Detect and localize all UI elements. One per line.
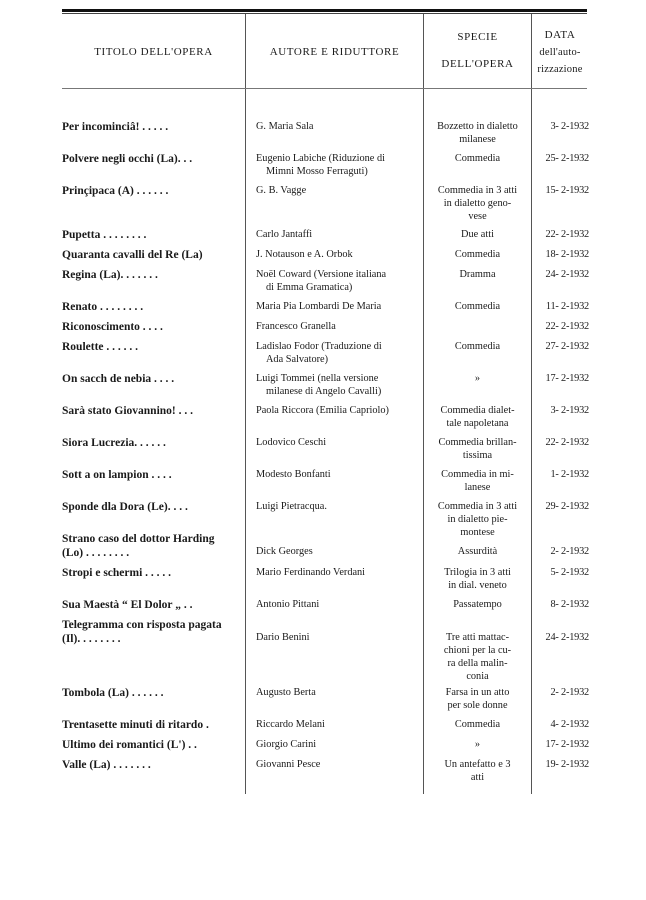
row-author: Lodovico Ceschi bbox=[256, 437, 327, 448]
column-divider-1 bbox=[245, 14, 246, 794]
row-title: Siora Lucrezia. . . . . . bbox=[62, 437, 166, 449]
row-title: Riconoscimento . . . . bbox=[62, 321, 163, 333]
header-genre-col-2: DELL'OPERA bbox=[441, 58, 514, 70]
top-rule bbox=[62, 9, 587, 12]
row-title: Regina (La). . . . . . . bbox=[62, 269, 158, 281]
row-date: 5- 2-1932 bbox=[550, 567, 589, 578]
row-date: 25- 2-1932 bbox=[545, 153, 589, 164]
row-author: Giovanni Pesce bbox=[256, 759, 321, 770]
header-date-col-1: DATA bbox=[544, 29, 576, 41]
row-author: Antonio Pittani bbox=[256, 599, 320, 610]
header-author-col: AUTORE E RIDUTTORE bbox=[269, 46, 400, 58]
row-title: Telegramma con risposta pagata (Il). . . . . . . . bbox=[62, 619, 222, 645]
column-divider-2 bbox=[423, 14, 424, 794]
row-author: Dick Georges bbox=[256, 546, 313, 557]
header-date-col-3: rizzazione bbox=[537, 64, 583, 75]
row-genre: Passatempo bbox=[453, 599, 502, 610]
row-date: 4- 2-1932 bbox=[550, 719, 589, 730]
row-author: Luigi Tommei (nella versione milanese di Angelo Cavalli) bbox=[256, 373, 382, 397]
row-date: 17- 2-1932 bbox=[545, 739, 589, 750]
row-author: Francesco Granella bbox=[256, 321, 336, 332]
row-date: 27- 2-1932 bbox=[545, 341, 589, 352]
row-genre: Un antefatto e 3 atti bbox=[444, 759, 511, 783]
row-date: 24- 2-1932 bbox=[545, 269, 589, 280]
row-title: Per incominciâ! . . . . . bbox=[62, 121, 169, 133]
row-title: Sponde dla Dora (Le). . . . bbox=[62, 501, 188, 513]
row-date: 19- 2-1932 bbox=[545, 759, 589, 770]
row-author: Mario Ferdinando Verdani bbox=[256, 567, 366, 578]
row-date: 17- 2-1932 bbox=[545, 373, 589, 384]
row-genre: Commedia bbox=[454, 153, 501, 164]
row-author: Eugenio Labiche (Riduzione di Mimni Mosso Ferraguti) bbox=[256, 153, 385, 177]
row-title: Ultimo dei romantici (L') . . bbox=[62, 739, 197, 751]
row-date: 2- 2-1932 bbox=[550, 546, 589, 557]
row-author: Luigi Pietracqua. bbox=[256, 501, 327, 512]
row-title: Quaranta cavalli del Re (La) bbox=[62, 249, 203, 261]
row-author: Dario Benini bbox=[256, 632, 310, 643]
row-genre: Commedia dialet- tale napoletana bbox=[440, 405, 515, 429]
row-author: Noël Coward (Versione italiana di Emma Gramatica) bbox=[256, 269, 387, 293]
row-genre: Commedia in 3 atti in dialetto pie- montese bbox=[437, 501, 518, 538]
row-author: Giorgio Carini bbox=[256, 739, 317, 750]
row-author: Maria Pia Lombardi De Maria bbox=[256, 301, 382, 312]
row-date: 29- 2-1932 bbox=[545, 501, 589, 512]
row-date: 24- 2-1932 bbox=[545, 632, 589, 643]
row-genre: Dramma bbox=[459, 269, 496, 280]
row-date: 11- 2-1932 bbox=[545, 301, 589, 312]
row-date: 3- 2-1932 bbox=[550, 121, 589, 132]
row-date: 22- 2-1932 bbox=[545, 321, 589, 332]
row-genre: Commedia in mi- lanese bbox=[441, 469, 514, 493]
row-date: 3- 2-1932 bbox=[550, 405, 589, 416]
row-title: Sott a on lampion . . . . bbox=[62, 469, 172, 481]
row-author: Augusto Berta bbox=[256, 687, 316, 698]
row-title: Sua Maestà “ El Dolor „ . . bbox=[62, 599, 193, 611]
row-date: 22- 2-1932 bbox=[545, 229, 589, 240]
row-genre: Due atti bbox=[461, 229, 494, 240]
row-title: Strano caso del dottor Harding (Lo) . . . . . . . . bbox=[62, 533, 215, 559]
column-divider-3 bbox=[531, 14, 532, 794]
header-genre-col-1: SPECIE bbox=[457, 31, 498, 43]
row-author: J. Notauson e A. Orbok bbox=[256, 249, 353, 260]
top-rule-thin bbox=[62, 13, 587, 14]
row-genre: Commedia bbox=[454, 341, 501, 352]
row-title: Roulette . . . . . . bbox=[62, 341, 139, 353]
row-genre: Commedia bbox=[454, 249, 501, 260]
row-date: 8- 2-1932 bbox=[550, 599, 589, 610]
row-genre: Commedia brillan- tissima bbox=[438, 437, 517, 461]
row-date: 2- 2-1932 bbox=[550, 687, 589, 698]
row-title: Sarà stato Giovannino! . . . bbox=[62, 405, 193, 417]
row-genre: Commedia bbox=[454, 719, 501, 730]
row-genre: » bbox=[474, 373, 481, 384]
row-genre: Assurdità bbox=[457, 546, 498, 557]
row-title: Pupetta . . . . . . . . bbox=[62, 229, 147, 241]
header-title-col: TITOLO DELL'OPERA bbox=[94, 46, 213, 58]
header-rule bbox=[62, 88, 587, 89]
row-author: Carlo Jantaffi bbox=[256, 229, 313, 240]
row-title: Prinçipaca (A) . . . . . . bbox=[62, 185, 169, 197]
row-date: 18- 2-1932 bbox=[545, 249, 589, 260]
row-genre: Farsa in un atto per sole donne bbox=[445, 687, 510, 711]
row-title: On sacch de nebia . . . . bbox=[62, 373, 175, 385]
header-date-col-2: dell'auto- bbox=[539, 47, 581, 58]
row-title: Stropi e schermi . . . . . bbox=[62, 567, 172, 579]
row-author: Paola Riccora (Emilia Capriolo) bbox=[256, 405, 389, 416]
row-date: 1- 2-1932 bbox=[550, 469, 589, 480]
row-author: G. B. Vagge bbox=[256, 185, 307, 196]
row-genre: Bozzetto in dialetto milanese bbox=[437, 121, 518, 145]
row-title: Valle (La) . . . . . . . bbox=[62, 759, 151, 771]
row-genre: Tre atti mattac- chioni per la cu- ra della malin- conia bbox=[443, 632, 512, 682]
row-title: Tombola (La) . . . . . . bbox=[62, 687, 164, 699]
row-genre: Commedia bbox=[454, 301, 501, 312]
row-date: 22- 2-1932 bbox=[545, 437, 589, 448]
row-genre: Commedia in 3 atti in dialetto geno- vese bbox=[437, 185, 518, 222]
row-author: Ladislao Fodor (Traduzione di Ada Salvatore) bbox=[256, 341, 382, 365]
row-author: G. Maria Sala bbox=[256, 121, 314, 132]
row-genre: » bbox=[474, 739, 481, 750]
row-title: Polvere negli occhi (La). . . bbox=[62, 153, 193, 165]
row-title: Trentasette minuti di ritardo . bbox=[62, 719, 209, 731]
row-date: 15- 2-1932 bbox=[545, 185, 589, 196]
row-author: Riccardo Melani bbox=[256, 719, 325, 730]
row-title: Renato . . . . . . . . bbox=[62, 301, 144, 313]
row-genre: Trilogia in 3 atti in dial. veneto bbox=[444, 567, 511, 591]
row-author: Modesto Bonfanti bbox=[256, 469, 331, 480]
